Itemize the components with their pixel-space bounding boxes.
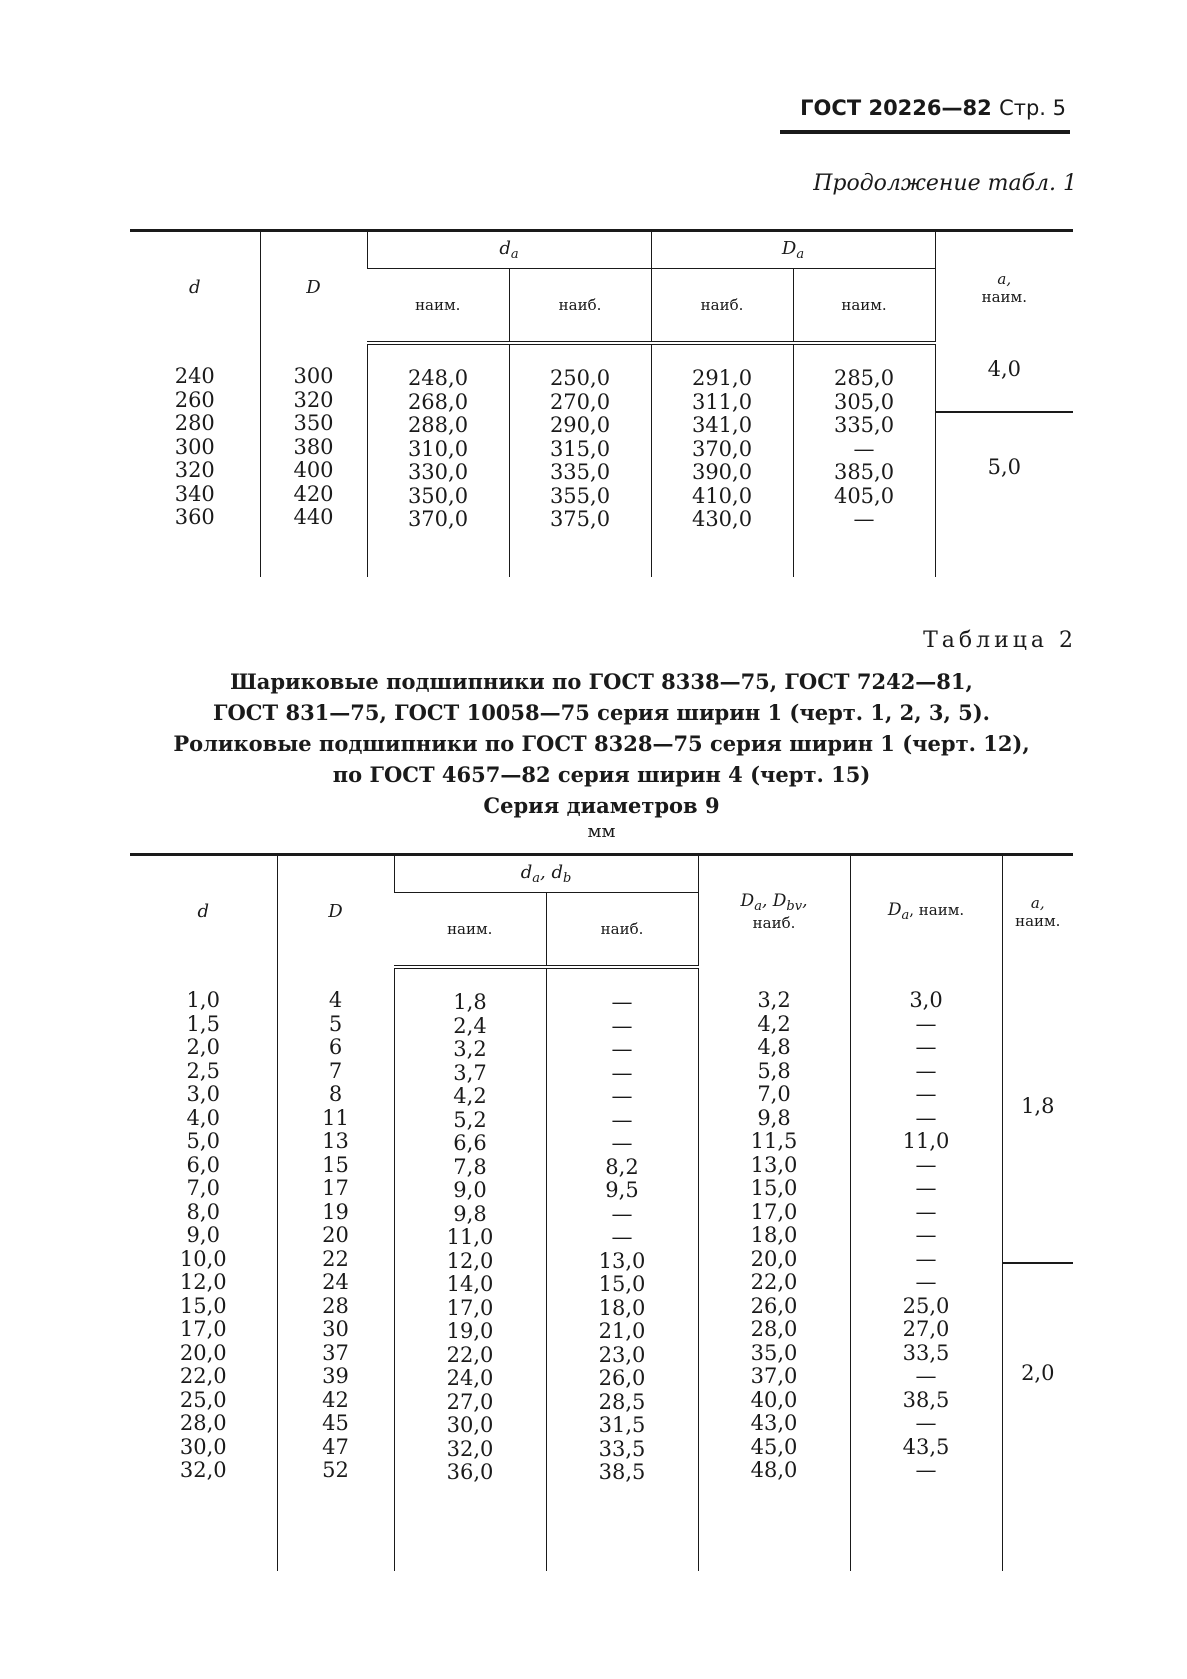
t2-col-a-cells xyxy=(1002,967,1073,1571)
t2-col-d-cells xyxy=(130,967,277,1571)
table-cell: 22 xyxy=(322,1246,349,1271)
title-line-1: Шариковые подшипники по ГОСТ 8338—75, ГОСТ 7242—81, xyxy=(230,669,973,694)
col-dadb-group xyxy=(394,855,698,893)
table-cell: 17,0 xyxy=(179,1317,227,1341)
doc-code: ГОСТ 20226—82 xyxy=(800,96,992,120)
Da-main: D xyxy=(781,238,797,259)
col-Da-max: наиб. xyxy=(651,269,793,344)
table-cell: 22,0 xyxy=(446,1342,494,1367)
table-cell: 4,2 xyxy=(757,1011,791,1036)
a-symbol: a, xyxy=(997,269,1012,288)
da-main: d xyxy=(499,238,511,259)
table-cell: 38,5 xyxy=(598,1460,646,1484)
table-cell: 335,0 xyxy=(549,460,611,484)
table-cell: 330,0 xyxy=(407,460,469,484)
table-cell: — xyxy=(611,990,633,1014)
t2-col-D-cells xyxy=(277,967,394,1571)
table-cell: 28,0 xyxy=(750,1317,798,1341)
table-cell: 12,0 xyxy=(446,1248,494,1273)
table-cell: 15,0 xyxy=(750,1176,798,1200)
table-cell: 23,0 xyxy=(598,1342,646,1367)
table-cell: 300 xyxy=(174,434,215,459)
dadb-main2: d xyxy=(551,862,563,883)
table-cell: 30 xyxy=(322,1317,349,1341)
table-cell: 13,0 xyxy=(750,1152,798,1177)
table-cell: 3,0 xyxy=(909,988,943,1012)
t1-col-d-cells xyxy=(130,343,260,577)
table-cell: 4,8 xyxy=(757,1035,791,1059)
table-cell: 250,0 xyxy=(549,366,611,390)
table-cell: 13 xyxy=(322,1129,349,1153)
t1-col-Da-max-cells xyxy=(651,343,793,577)
col-d: d xyxy=(130,231,260,344)
table-cell: 37,0 xyxy=(750,1364,798,1388)
table-cell: 17,0 xyxy=(750,1199,798,1224)
table-cell: 47 xyxy=(322,1434,349,1459)
table-cell: 26,0 xyxy=(750,1293,798,1318)
dadb-main1: d xyxy=(520,862,533,883)
table-cell: 20,0 xyxy=(750,1246,798,1271)
table-cell: 6 xyxy=(328,1035,343,1059)
table-cell: 8,2 xyxy=(605,1154,639,1179)
table-cell: 11 xyxy=(322,1105,349,1130)
table-cell: — xyxy=(611,1107,633,1132)
table-cell: 240 xyxy=(174,364,215,388)
DaDbv-tail: , xyxy=(802,891,808,911)
table-cell: 375,0 xyxy=(549,507,611,531)
t2-a-value-1: 1,8 xyxy=(1021,1094,1055,1118)
table-cell: — xyxy=(915,1035,937,1059)
t1-a-divider xyxy=(936,411,1074,413)
table-cell: — xyxy=(915,1058,937,1083)
DaDbv-main1: D xyxy=(740,891,755,911)
DaDbv-sub2: bv xyxy=(786,899,803,914)
table-cell: 6,6 xyxy=(453,1131,487,1155)
table-cell: 6,0 xyxy=(186,1152,220,1177)
table-cell: 340 xyxy=(174,481,215,506)
table-cell: 3,2 xyxy=(453,1037,487,1061)
table-cell: — xyxy=(915,1270,937,1294)
table-cell: 45 xyxy=(322,1411,349,1435)
table-cell: 268,0 xyxy=(407,389,469,414)
table-cell: 4,0 xyxy=(186,1105,220,1130)
table-cell: 27,0 xyxy=(902,1317,950,1341)
table-cell: 14,0 xyxy=(446,1272,494,1296)
table-cell: 30,0 xyxy=(179,1434,227,1459)
table-cell: 280 xyxy=(174,411,215,435)
t2-col-DaDbv-cells xyxy=(698,967,850,1571)
table-cell: 19 xyxy=(322,1199,349,1224)
table-cell: 37 xyxy=(322,1340,349,1365)
table-cell: 310,0 xyxy=(407,436,469,461)
table-cell: 33,5 xyxy=(902,1340,950,1365)
DaDbv-sub1: a xyxy=(754,899,762,914)
table-cell: 290,0 xyxy=(549,413,611,437)
table-cell: 3,7 xyxy=(453,1060,487,1085)
table-cell: 15,0 xyxy=(598,1272,646,1296)
col-a xyxy=(935,231,1073,344)
table-cell: — xyxy=(915,1105,937,1130)
table-cell: 36,0 xyxy=(446,1460,494,1484)
table-cell: 311,0 xyxy=(691,389,753,414)
table-cell: 3,2 xyxy=(757,988,791,1012)
table-cell: 35,0 xyxy=(750,1340,798,1365)
table-cell: 1,0 xyxy=(186,988,220,1012)
table-cell: 341,0 xyxy=(691,413,753,437)
table-cell: 4,2 xyxy=(453,1084,487,1108)
col-da-max: наиб. xyxy=(509,269,651,344)
col-da-group xyxy=(367,231,651,269)
a-label: наим. xyxy=(981,287,1027,306)
table-cell: 420 xyxy=(293,481,334,506)
Da-min-sub: a xyxy=(901,908,910,923)
t2-a-divider xyxy=(1003,1262,1074,1264)
header-rule xyxy=(780,130,1070,134)
table-cell: 385,0 xyxy=(833,460,895,484)
table-cell: 39 xyxy=(322,1364,349,1388)
table2-unit: мм xyxy=(587,821,616,842)
table-cell: 305,0 xyxy=(833,389,895,414)
col-a xyxy=(1002,855,1073,968)
Da-min-label: , наим. xyxy=(909,901,965,919)
table-cell: — xyxy=(611,1084,633,1108)
table-cell: 1,8 xyxy=(453,990,487,1014)
table2-label: Таблица 2 xyxy=(923,628,1077,653)
a-label: наим. xyxy=(1015,911,1061,930)
table-cell: 2,0 xyxy=(186,1035,220,1059)
table-cell: — xyxy=(611,1037,633,1061)
table-cell: 17,0 xyxy=(446,1295,494,1320)
table-cell: 28,5 xyxy=(598,1389,646,1414)
table-cell: 3,0 xyxy=(186,1082,220,1106)
t1-col-a-cells xyxy=(935,343,1073,577)
table2 xyxy=(130,853,1073,1571)
title-line-4: по ГОСТ 4657—82 серия ширин 4 (черт. 15) xyxy=(332,762,871,787)
table-cell: — xyxy=(915,1176,937,1200)
table-cell: 315,0 xyxy=(549,436,611,461)
DaDbv-sep: , xyxy=(761,891,773,911)
table-cell: 20 xyxy=(322,1223,349,1247)
table-cell: — xyxy=(915,1152,937,1177)
table-cell: 18,0 xyxy=(598,1295,646,1320)
table-cell: 9,0 xyxy=(453,1178,487,1202)
table2-title xyxy=(130,666,1073,821)
table-cell: 350,0 xyxy=(407,483,469,508)
table-cell: 25,0 xyxy=(179,1387,227,1412)
table-cell: 370,0 xyxy=(691,436,753,461)
table-cell: — xyxy=(915,1011,937,1036)
table-cell: 18,0 xyxy=(750,1223,798,1247)
table-cell: 291,0 xyxy=(691,366,753,390)
table-cell: 335,0 xyxy=(833,413,895,437)
table-cell: — xyxy=(853,507,875,531)
table-cell: 7,8 xyxy=(453,1154,487,1179)
table-cell: — xyxy=(611,1225,633,1249)
table-cell: 43,0 xyxy=(750,1411,798,1435)
dadb-sub2: b xyxy=(562,871,572,886)
table-cell: 40,0 xyxy=(750,1387,798,1412)
table-cell: 30,0 xyxy=(446,1413,494,1437)
table-cell: 11,0 xyxy=(902,1129,950,1153)
table-cell: 1,5 xyxy=(186,1011,220,1036)
table-cell: 31,5 xyxy=(598,1413,646,1437)
doc-code-line xyxy=(780,96,1070,120)
t2-col-Da-min-cells xyxy=(850,967,1002,1571)
table-cell: 52 xyxy=(322,1458,349,1482)
t2-a-value-2: 2,0 xyxy=(1021,1361,1055,1385)
table-cell: 22,0 xyxy=(179,1364,227,1388)
table-cell: — xyxy=(915,1199,937,1224)
DaDbv-main2: D xyxy=(772,891,787,911)
table-cell: 285,0 xyxy=(833,366,895,390)
table-cell: 380 xyxy=(293,434,334,459)
table-cell: — xyxy=(915,1364,937,1388)
Da-sub: a xyxy=(796,247,805,262)
a-symbol: a, xyxy=(1030,893,1045,912)
table-cell: — xyxy=(915,1411,937,1435)
col-da-min: наим. xyxy=(367,269,509,344)
table-cell: 24 xyxy=(322,1270,349,1294)
table1-caption: Продолжение табл. 1 xyxy=(813,171,1077,196)
table-cell: 5,8 xyxy=(757,1058,791,1083)
table-cell: 405,0 xyxy=(833,483,895,508)
table-cell: 355,0 xyxy=(549,483,611,508)
table-cell: 28 xyxy=(322,1293,349,1318)
DaDbv-symbol xyxy=(699,891,850,914)
t2-col-dadb-max-cells xyxy=(546,967,698,1571)
table-cell: 43,5 xyxy=(902,1434,950,1459)
table-cell: 21,0 xyxy=(598,1319,646,1343)
table-cell: 8 xyxy=(328,1082,343,1106)
table-cell: 17 xyxy=(322,1176,349,1200)
table-cell: 5,2 xyxy=(453,1107,487,1132)
table-cell: 11,0 xyxy=(446,1225,494,1249)
table-cell: 15 xyxy=(322,1152,349,1177)
table-cell: 370,0 xyxy=(407,507,469,531)
table-cell: — xyxy=(915,1082,937,1106)
table-cell: 9,8 xyxy=(757,1105,791,1130)
table-cell: 430,0 xyxy=(691,507,753,531)
table-cell: 410,0 xyxy=(691,483,753,508)
title-line-5: Серия диаметров 9 xyxy=(483,793,720,818)
col-dadb-min: наим. xyxy=(394,893,546,968)
table-cell: 5 xyxy=(328,1011,343,1036)
table-cell: 38,5 xyxy=(902,1387,950,1412)
table-cell: 270,0 xyxy=(549,389,611,414)
table-cell: — xyxy=(611,1013,633,1038)
table-cell: 248,0 xyxy=(407,366,469,390)
table-cell: 300 xyxy=(293,364,334,388)
table1 xyxy=(130,229,1073,577)
table-cell: 320 xyxy=(174,458,215,482)
page-header xyxy=(780,96,1070,134)
col-dadb-max: наиб. xyxy=(546,893,698,968)
table-cell: 360 xyxy=(174,505,215,529)
table-cell: 27,0 xyxy=(446,1389,494,1414)
table-cell: 32,0 xyxy=(179,1458,227,1482)
table-cell: — xyxy=(915,1458,937,1482)
table-cell: — xyxy=(611,1060,633,1085)
table-cell: — xyxy=(915,1223,937,1247)
t1-col-da-min-cells xyxy=(367,343,509,577)
table-cell: — xyxy=(611,1131,633,1155)
t1-col-Da-min-cells xyxy=(793,343,935,577)
table-cell: 7,0 xyxy=(757,1082,791,1106)
col-Da-min: наим. xyxy=(793,269,935,344)
table-cell: 33,5 xyxy=(598,1436,646,1461)
da-sub: a xyxy=(510,247,519,262)
Da-min-main: D xyxy=(887,900,902,920)
table-cell: 400 xyxy=(293,458,334,482)
col-Da-group xyxy=(651,231,935,269)
col-D: D xyxy=(277,855,394,968)
col-D: D xyxy=(260,231,367,344)
table-cell: 42 xyxy=(322,1387,349,1412)
table-cell: 13,0 xyxy=(598,1248,646,1273)
table-cell: 9,0 xyxy=(186,1223,220,1247)
table-cell: 24,0 xyxy=(446,1366,494,1390)
table-cell: 28,0 xyxy=(179,1411,227,1435)
table-cell: 288,0 xyxy=(407,413,469,437)
col-DaDbv xyxy=(698,855,850,968)
table-cell: 440 xyxy=(293,505,334,529)
table-cell: 2,5 xyxy=(186,1058,220,1083)
page-label: Стр. 5 xyxy=(999,96,1066,120)
t1-col-D-cells xyxy=(260,343,367,577)
table-cell: 4 xyxy=(328,988,343,1012)
table-cell: 25,0 xyxy=(902,1293,950,1318)
title-line-3: Роликовые подшипники по ГОСТ 8328—75 серия ширин 1 (черт. 12), xyxy=(173,731,1030,756)
table-cell: 320 xyxy=(293,387,334,412)
table-cell: 48,0 xyxy=(750,1458,798,1482)
table-cell: 7 xyxy=(328,1058,343,1083)
table-cell: 20,0 xyxy=(179,1340,227,1365)
table-cell: 2,4 xyxy=(453,1013,487,1038)
table-cell: 26,0 xyxy=(598,1366,646,1390)
table-cell: 5,0 xyxy=(186,1129,220,1153)
table-cell: 7,0 xyxy=(186,1176,220,1200)
table-cell: 9,8 xyxy=(453,1201,487,1226)
table-cell: 8,0 xyxy=(186,1199,220,1224)
table-cell: 12,0 xyxy=(179,1270,227,1294)
table-cell: 9,5 xyxy=(605,1178,639,1202)
col-Da-min xyxy=(850,855,1002,968)
table-cell: 390,0 xyxy=(691,460,753,484)
DaDbv-label: наиб. xyxy=(752,914,796,932)
table-cell: 19,0 xyxy=(446,1319,494,1343)
table-cell: — xyxy=(853,436,875,461)
t2-col-dadb-min-cells xyxy=(394,967,546,1571)
table-cell: 15,0 xyxy=(179,1293,227,1318)
col-d: d xyxy=(130,855,277,968)
t1-a-value-2: 5,0 xyxy=(987,455,1021,479)
table-cell: 260 xyxy=(174,387,215,412)
table-cell: 350 xyxy=(293,411,334,435)
table-cell: 10,0 xyxy=(179,1246,227,1271)
table-cell: — xyxy=(611,1201,633,1226)
t1-col-da-max-cells xyxy=(509,343,651,577)
table-cell: 45,0 xyxy=(750,1434,798,1459)
t1-a-value-1: 4,0 xyxy=(987,357,1021,381)
title-line-2: ГОСТ 831—75, ГОСТ 10058—75 серия ширин 1 (черт. 1, 2, 3, 5). xyxy=(213,700,990,725)
dadb-sub1: a xyxy=(532,871,540,886)
table-cell: 22,0 xyxy=(750,1270,798,1294)
table-cell: 11,5 xyxy=(750,1129,798,1153)
table-cell: 32,0 xyxy=(446,1436,494,1461)
table-cell: — xyxy=(915,1246,937,1271)
dadb-sep: , xyxy=(540,862,552,883)
